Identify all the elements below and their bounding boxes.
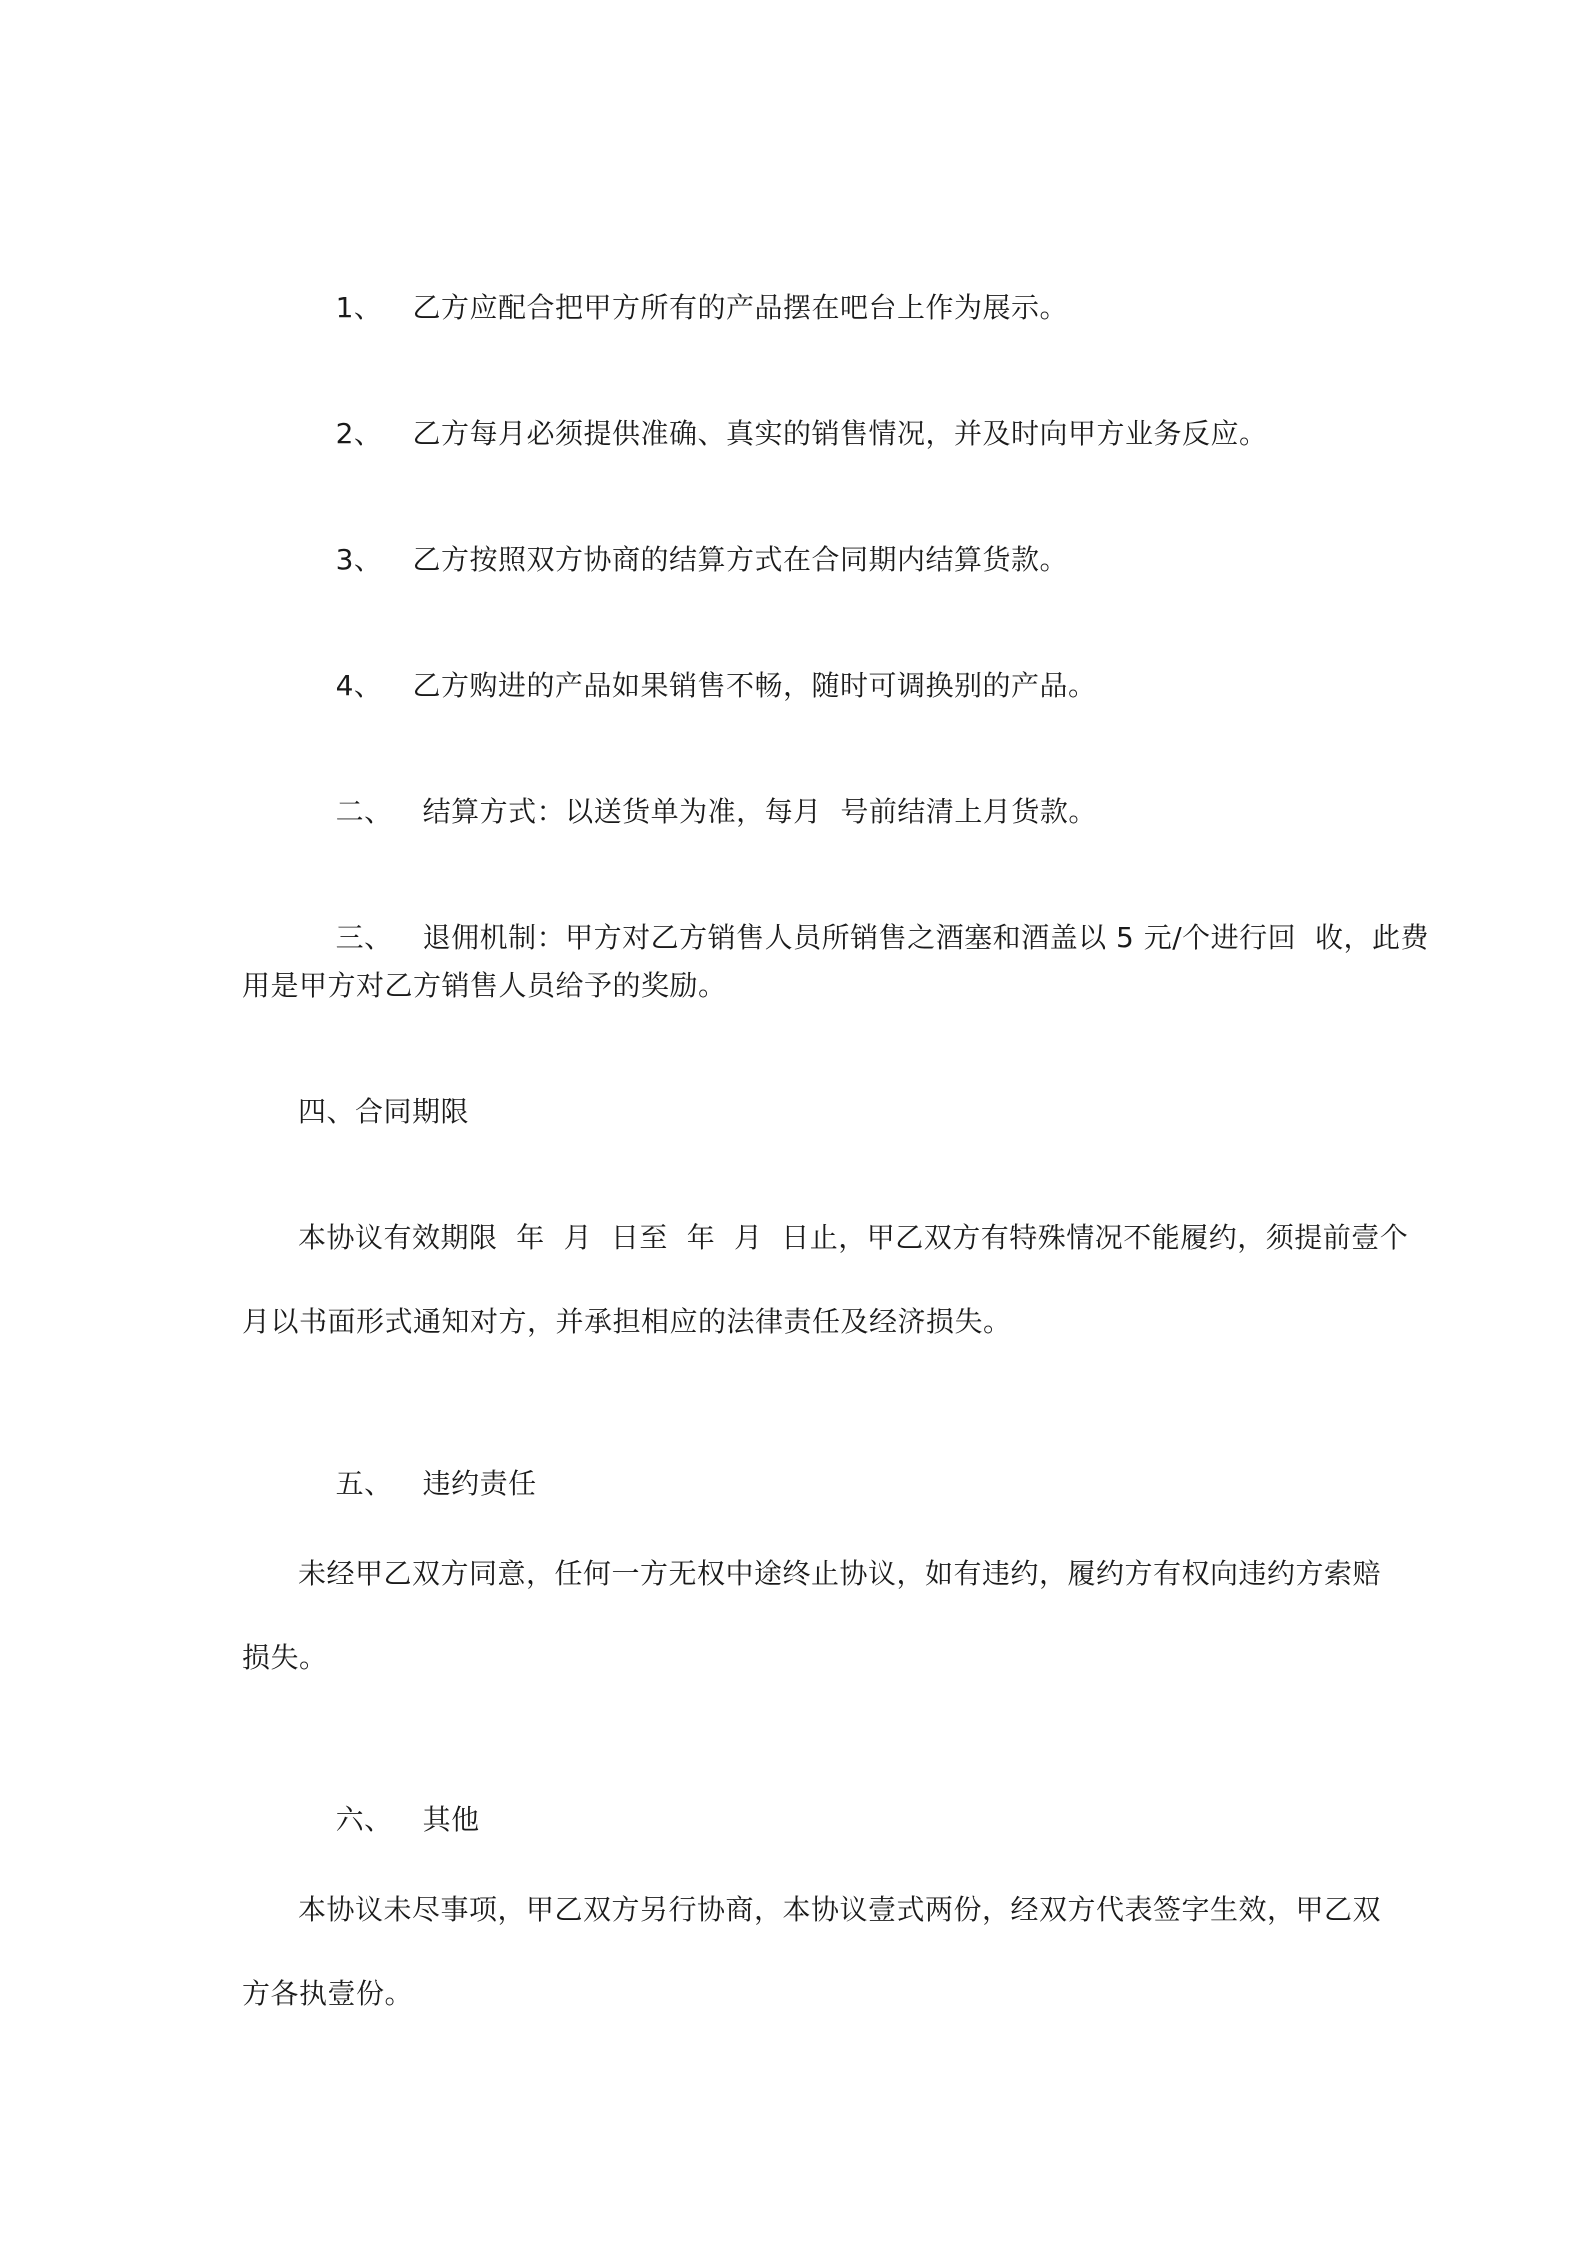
paragraph-line: 未经甲乙双方同意，任何一方无权中途终止协议，如有违约，履约方有权向违约方索赔 <box>298 1557 1382 1590</box>
section-settlement <box>298 758 1097 866</box>
item-number: 1、 <box>335 291 383 324</box>
item-number: 2、 <box>335 417 383 450</box>
item-number: 3、 <box>335 543 383 576</box>
paragraph-line: 本协议有效期限 年 月 日至 年 月 日止，甲乙双方有特殊情况不能履约，须提前壹个 <box>298 1221 1409 1254</box>
paragraph-line: 月以书面形式通知对方，并承担相应的法律责任及经济损失。 <box>242 1305 1012 1338</box>
item-text: 乙方应配合把甲方所有的产品摆在吧台上作为展示。 <box>412 291 1068 324</box>
paragraph-line: 损失。 <box>242 1641 328 1674</box>
section-heading: 四、合同期限 <box>298 1095 470 1128</box>
list-item <box>298 632 1096 740</box>
item-text: 乙方购进的产品如果销售不畅，随时可调换别的产品。 <box>412 669 1097 702</box>
section-heading-other <box>298 1766 480 1874</box>
section-heading: 违约责任 <box>422 1467 537 1500</box>
list-item <box>298 254 1068 362</box>
section-text-line2: 用是甲方对乙方销售人员给予的奖励。 <box>242 969 727 1002</box>
section-number: 三、 <box>335 921 393 954</box>
section-heading-breach <box>298 1430 537 1538</box>
item-text: 乙方按照双方协商的结算方式在合同期内结算货款。 <box>412 543 1068 576</box>
paragraph-line: 方各执壹份。 <box>242 1977 414 2010</box>
section-text-line1: 退佣机制：甲方对乙方销售人员所销售之酒塞和酒盖以 5 元/个进行回 收，此费 <box>422 921 1429 954</box>
item-text: 乙方每月必须提供准确、真实的销售情况，并及时向甲方业务反应。 <box>412 417 1268 450</box>
section-heading: 其他 <box>422 1803 480 1836</box>
list-item <box>298 380 1267 488</box>
paragraph-line: 本协议未尽事项，甲乙双方另行协商，本协议壹式两份，经双方代表签字生效，甲乙双 <box>298 1893 1382 1926</box>
section-number: 六、 <box>335 1803 393 1836</box>
section-text: 结算方式：以送货单为准，每月 号前结清上月货款。 <box>422 795 1097 828</box>
list-item <box>298 506 1068 614</box>
section-number: 二、 <box>335 795 393 828</box>
section-number: 五、 <box>335 1467 393 1500</box>
item-number: 4、 <box>335 669 383 702</box>
